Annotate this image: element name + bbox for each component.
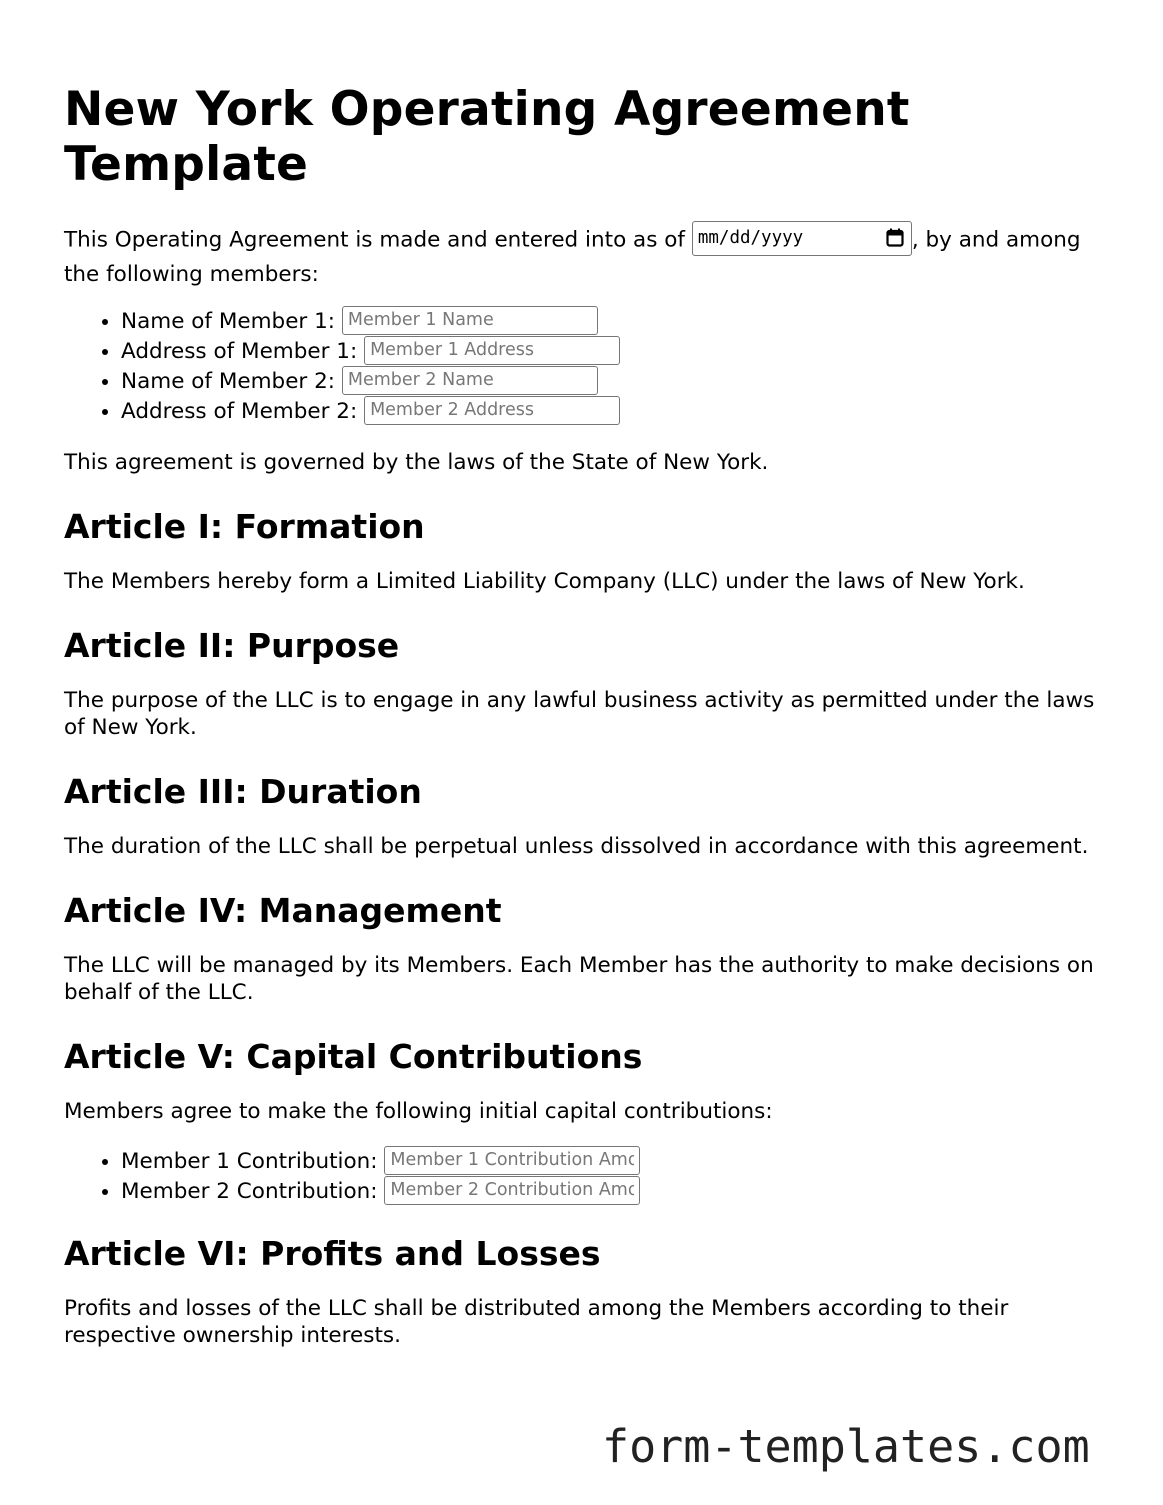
page-title: New York Operating Agreement Template: [64, 82, 910, 192]
list-item: [121, 337, 1104, 367]
member-2-address-input[interactable]: [364, 396, 620, 425]
article-1-text: The Members hereby form a Limited Liability Company (LLC) under the laws of New York.: [64, 569, 1025, 594]
list-item: [121, 1177, 1104, 1207]
article-1-heading: Article I: Formation: [64, 507, 425, 546]
member-1-name-input[interactable]: [342, 306, 598, 335]
member-1-contribution-label: Member 1 Contribution:: [121, 1149, 378, 1174]
member-2-contribution-label: Member 2 Contribution:: [121, 1179, 378, 1204]
calendar-icon[interactable]: [886, 228, 904, 247]
contributions-list: [64, 1147, 1104, 1207]
article-2-text: The purpose of the LLC is to engage in any lawful business activity as permitted under the laws of New York.: [64, 688, 1095, 740]
list-item: [121, 397, 1104, 427]
members-list: [64, 307, 1104, 427]
member-2-name-input[interactable]: [342, 366, 598, 395]
article-2-heading: Article II: Purpose: [64, 626, 400, 665]
list-item: [121, 1147, 1104, 1177]
member-2-name-label: Name of Member 2:: [121, 369, 336, 394]
intro-text-before-date: This Operating Agreement is made and entered into as of: [64, 227, 685, 253]
document-page: [64, 0, 1104, 1349]
article-3-text: The duration of the LLC shall be perpetual unless dissolved in accordance with this agreement.: [64, 834, 1089, 859]
article-6-heading: Article VI: Profits and Losses: [64, 1234, 601, 1273]
member-2-address-label: Address of Member 2:: [121, 399, 358, 424]
list-item: [121, 307, 1104, 337]
agreement-date-input[interactable]: [692, 221, 912, 256]
list-item: [121, 367, 1104, 397]
date-placeholder: mm/dd/yyyy: [697, 228, 804, 248]
intro-text-after-date: , by and among the following members:: [64, 227, 1081, 287]
article-4-text: The LLC will be managed by its Members. Each Member has the authority to make decisions on behalf of the LLC.: [64, 953, 1094, 1005]
article-4-heading: Article IV: Management: [64, 891, 502, 930]
article-5-heading: Article V: Capital Contributions: [64, 1037, 643, 1076]
member-1-contribution-input[interactable]: [384, 1146, 640, 1175]
member-1-name-label: Name of Member 1:: [121, 309, 336, 334]
member-1-address-label: Address of Member 1:: [121, 339, 358, 364]
article-6-text: Profits and losses of the LLC shall be distributed among the Members according to their respective ownership interests.: [64, 1296, 1009, 1348]
article-5-text: Members agree to make the following initial capital contributions:: [64, 1099, 773, 1124]
intro-paragraph: [64, 223, 1104, 291]
member-2-contribution-input[interactable]: [384, 1176, 640, 1205]
watermark-text: form-templates.com: [602, 1420, 1090, 1473]
article-3-heading: Article III: Duration: [64, 772, 422, 811]
governing-law-text: This agreement is governed by the laws of the State of New York.: [64, 450, 769, 475]
member-1-address-input[interactable]: [364, 336, 620, 365]
